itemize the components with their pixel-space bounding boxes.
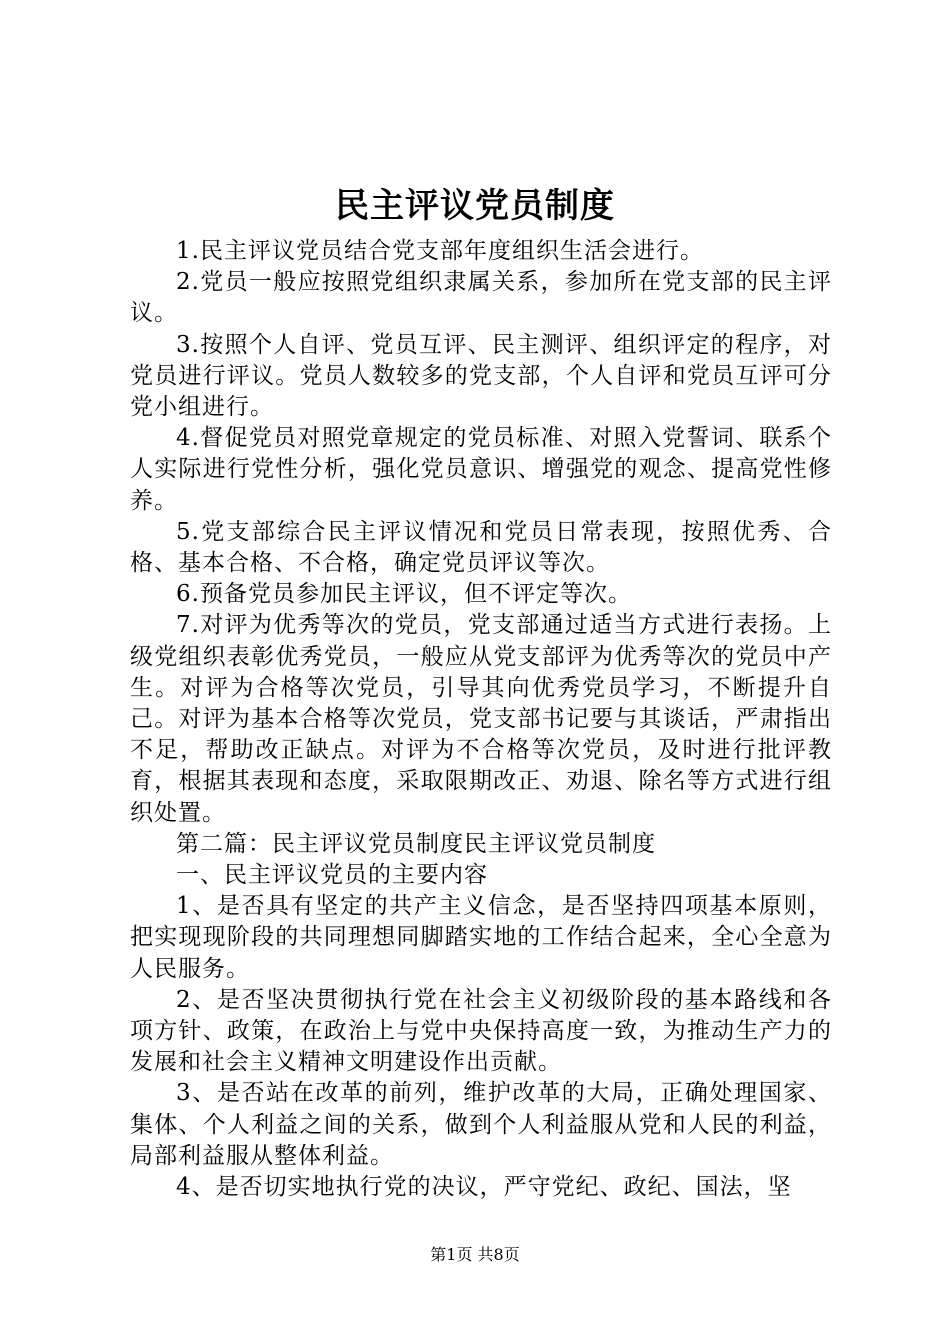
document-body bbox=[130, 236, 832, 1203]
paragraph-content-3: 3、是否站在改革的前列，维护改革的大局，正确处理国家、集体、个人利益之间的关系，做到个人利益服从党和人民的利益，局部利益服从整体利益。 bbox=[130, 1080, 832, 1169]
paragraph-1: 1.民主评议党员结合党支部年度组织生活会进行。 bbox=[176, 238, 704, 264]
paragraph-7: 7.对评为优秀等次的党员，党支部通过适当方式进行表扬。上级党组织表彰优秀党员，一般应从党支部评为优秀等次的党员中产生。对评为合格等次党员，引导其向优秀党员学习，不断提升自己。对评为基本合格等次党员，党支部书记要与其谈话，严肃指出不足，帮助改正缺点。对评为不合格等次党员，及时进行批评教育，根据其表现和态度，采取限期改正、劝退、除名等方式进行组织处置。 bbox=[130, 612, 832, 826]
section-heading-part-two: 第二篇：民主评议党员制度民主评议党员制度 bbox=[176, 830, 656, 857]
paragraph-content-4: 4、是否切实地执行党的决议，严守党纪、政纪、国法，坚 bbox=[176, 1174, 792, 1201]
paragraph-6: 6.预备党员参加民主评议，但不评定等次。 bbox=[176, 581, 632, 608]
paragraph-3: 3.按照个人自评、党员互评、民主测评、组织评定的程序，对党员进行评议。党员人数较多的党支部，个人自评和党员互评可分党小组进行。 bbox=[130, 331, 832, 421]
document-title: 民主评议党员制度 bbox=[335, 186, 615, 226]
paragraph-content-2: 2、是否坚决贯彻执行党在社会主义初级阶段的基本路线和各项方针、政策，在政治上与党中央保持高度一致，为推动生产力的发展和社会主义精神文明建设作出贡献。 bbox=[130, 986, 832, 1076]
subsection-heading-main-content: 一、民主评议党员的主要内容 bbox=[176, 862, 488, 889]
page-footer: 第1页 共8页 bbox=[430, 1245, 520, 1264]
paragraph-2: 2.党员一般应按照党组织隶属关系，参加所在党支部的民主评议。 bbox=[130, 269, 832, 327]
paragraph-5: 5.党支部综合民主评议情况和党员日常表现，按照优秀、合格、基本合格、不合格，确定党员评议等次。 bbox=[130, 518, 832, 577]
paragraph-4: 4.督促党员对照党章规定的党员标准、对照入党誓词、联系个人实际进行党性分析，强化党员意识、增强党的观念、提高党性修养。 bbox=[130, 425, 832, 514]
paragraph-content-1: 1、是否具有坚定的共产主义信念，是否坚持四项基本原则，把实现现阶段的共同理想同脚踏实地的工作结合起来，全心全意为人民服务。 bbox=[130, 893, 832, 982]
